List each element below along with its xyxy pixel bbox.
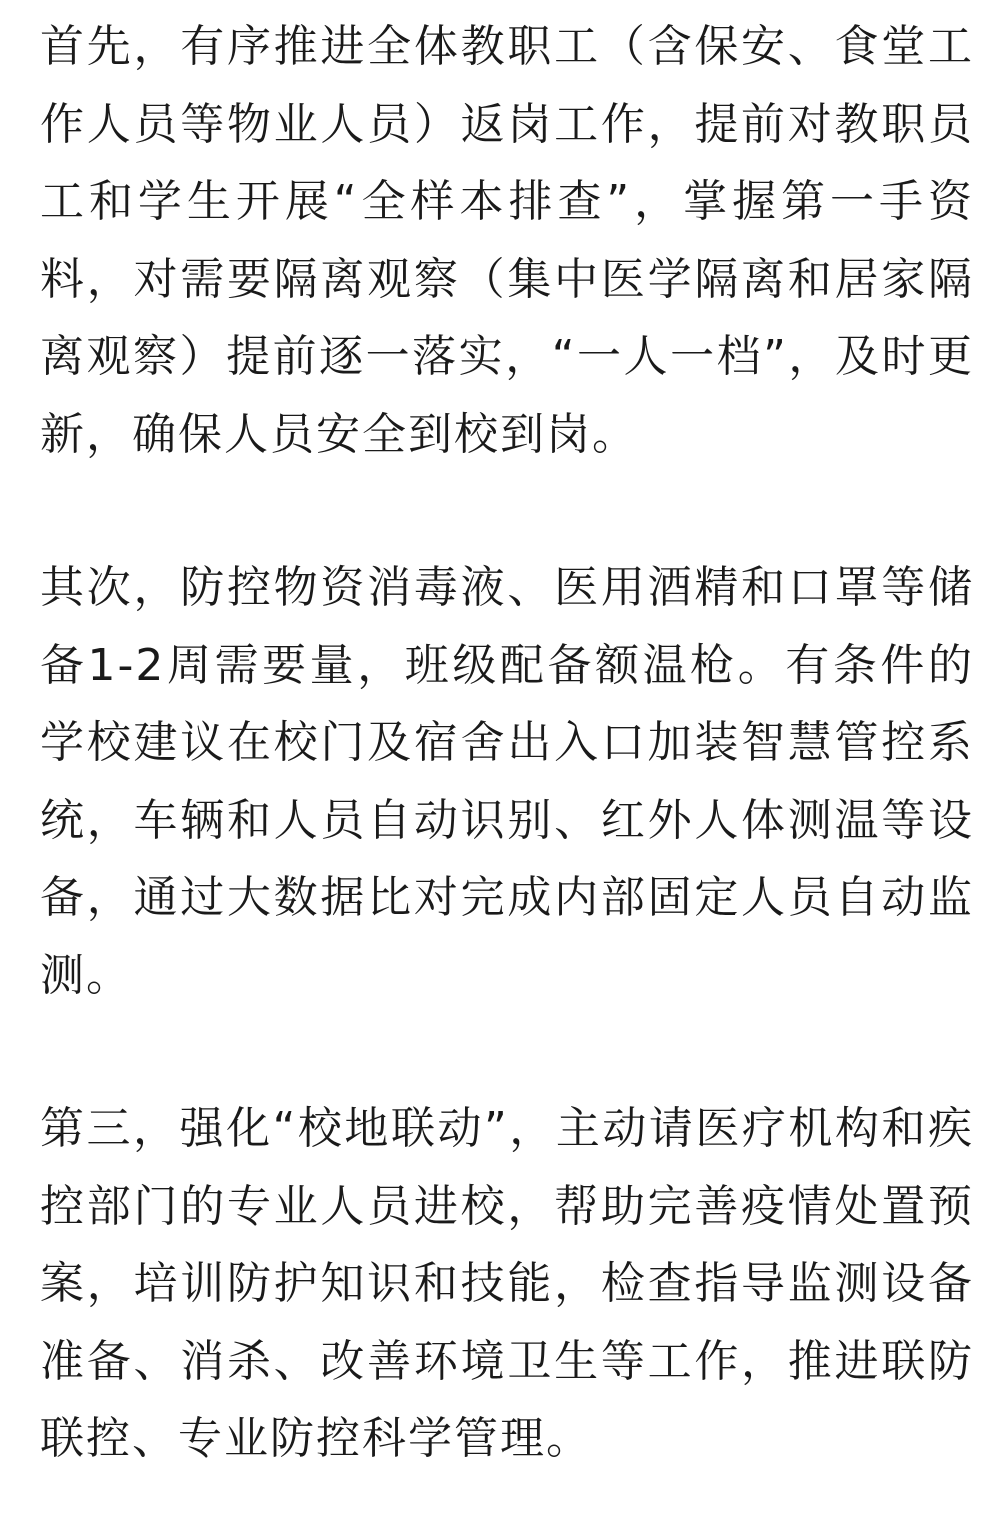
paragraph-3: 第三，强化“校地联动”，主动请医疗机构和疾控部门的专业人员进校，帮助完善疫情处置预案，培训防护知识和技能，检查指导监测设备准备、消杀、改善环境卫生等工作，推进联防联控、专业防控科学管理。 [40, 1103, 974, 1464]
paragraph-2: 其次，防控物资消毒液、医用酒精和口罩等储备1-2周需要量，班级配备额温枪。有条件的学校建议在校门及宿舍出入口加装智慧管控系统，车辆和人员自动识别、红外人体测温等设备，通过大数据比对完成内部固定人员自动监测。 [40, 562, 974, 1001]
paragraph-1: 首先，有序推进全体教职工（含保安、食堂工作人员等物业人员）返岗工作，提前对教职员工和学生开展“全样本排查”，掌握第一手资料，对需要隔离观察（集中医学隔离和居家隔离观察）提前逐一落实，“一人一档”，及时更新，确保人员安全到校到岗。 [40, 21, 974, 460]
